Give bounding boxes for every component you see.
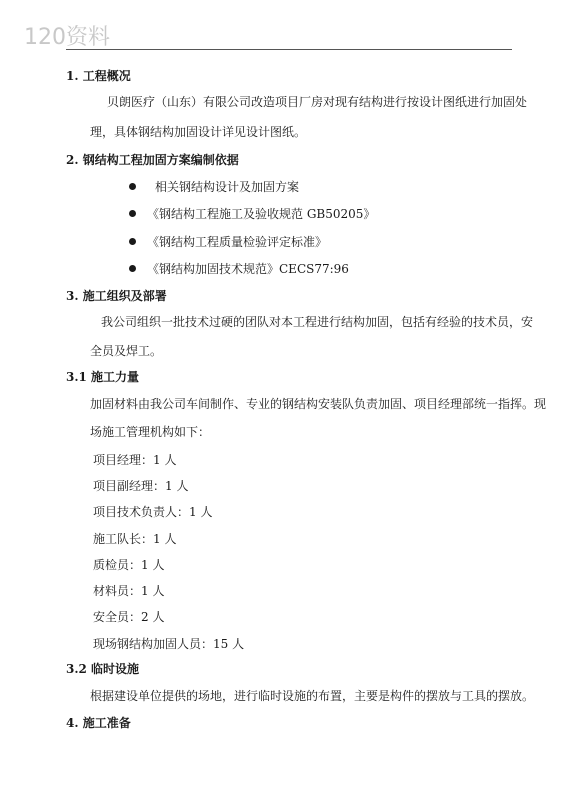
section-1-heading: 1. 工程概况 [66, 69, 131, 83]
section-2-list-item: 《钢结构加固技术规范》CECS77:96 [147, 262, 349, 276]
section-2-list-item: 相关钢结构设计及加固方案 [155, 180, 300, 194]
section-2-list-item: 《钢结构工程质量检验评定标准》 [147, 235, 328, 249]
watermark-logo-text: 120资料 [24, 25, 110, 50]
section-3-2-paragraph: 根据建设单位提供的场地，进行临时设施的布置，主要是构件的摆放与工具的摆放。 [90, 689, 535, 703]
bullet-dot [129, 238, 136, 245]
staff-list-item: 项目经理：1 人 [93, 453, 177, 467]
section-2-list-item: 《钢结构工程施工及验收规范 GB50205》 [147, 207, 376, 221]
staff-list-item: 项目技术负责人：1 人 [93, 505, 213, 519]
staff-list-item: 施工队长：1 人 [93, 532, 177, 546]
section-3-1-heading: 3.1 施工力量 [66, 370, 140, 384]
section-3-2-heading: 3.2 临时设施 [66, 662, 140, 676]
staff-list-item: 项目副经理：1 人 [93, 479, 189, 493]
section-2-heading: 2. 钢结构工程加固方案编制依据 [66, 153, 239, 167]
staff-list-item: 质检员：1 人 [93, 558, 165, 572]
header-divider [66, 49, 512, 50]
staff-list-item: 材料员：1 人 [93, 584, 165, 598]
bullet-dot [129, 265, 136, 272]
section-1-paragraph-line-2: 理，具体钢结构加固设计详见设计图纸。 [90, 125, 307, 139]
section-3-paragraph-line-2: 全员及焊工。 [90, 344, 163, 358]
staff-list-item: 现场钢结构加固人员：15 人 [93, 637, 245, 651]
bullet-dot [129, 183, 136, 190]
staff-list-item: 安全员：2 人 [93, 610, 165, 624]
section-1-paragraph-line-1: 贝朗医疗（山东）有限公司改造项目厂房对现有结构进行按设计图纸进行加固处 [107, 95, 528, 109]
section-3-heading: 3. 施工组织及部署 [66, 289, 167, 303]
section-3-1-paragraph-line-2: 场施工管理机构如下： [90, 425, 211, 439]
section-3-1-paragraph-line-1: 加固材料由我公司车间制作、专业的钢结构安装队负责加固、项目经理部统一指挥。现 [90, 397, 547, 411]
bullet-dot [129, 210, 136, 217]
section-4-heading: 4. 施工准备 [66, 716, 131, 730]
section-3-paragraph-line-1: 我公司组织一批技术过硬的团队对本工程进行结构加固，包括有经验的技术员，安 [101, 315, 534, 329]
